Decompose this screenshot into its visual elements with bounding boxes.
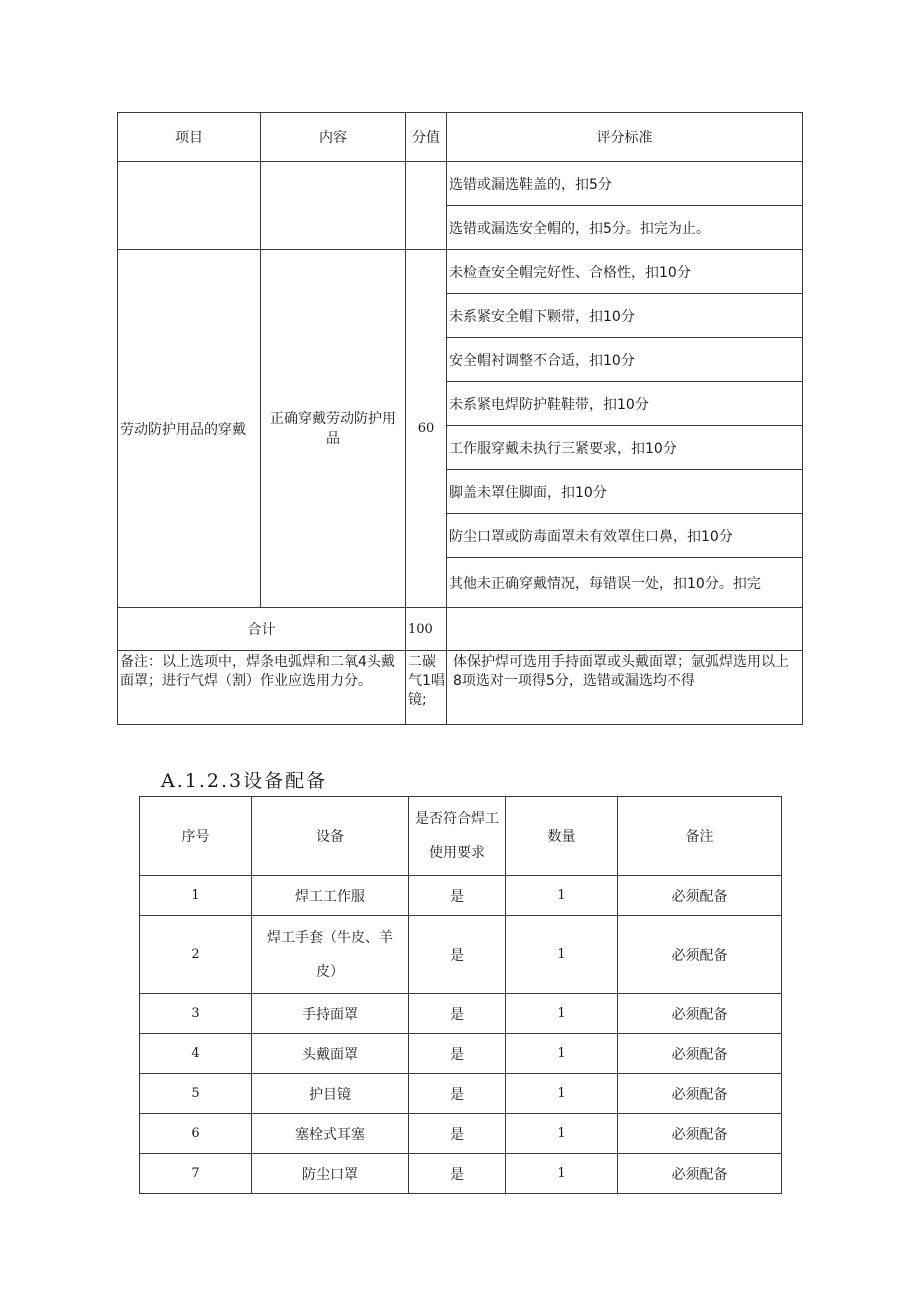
note: 必须配备 [618, 876, 782, 916]
requirement-status: 是 [409, 916, 506, 994]
criteria-cell: 选错或漏选鞋盖的，扣5分 [447, 162, 803, 206]
score-cell: 60 [406, 250, 447, 608]
device-name: 护目镜 [252, 1074, 409, 1114]
device-name: 防尘口罩 [252, 1154, 409, 1194]
table-row [140, 1154, 782, 1194]
equipment-rows [140, 876, 782, 1194]
requirement-status: 是 [409, 1114, 506, 1154]
device-name: 手持面罩 [252, 994, 409, 1034]
criteria-cell: 选错或漏选安全帽的，扣5分。扣完为止。 [447, 206, 803, 250]
row-number: 4 [140, 1034, 252, 1074]
header-content: 内容 [261, 113, 406, 162]
equipment-table [139, 796, 782, 1194]
total-row [118, 608, 803, 651]
table-row [140, 916, 782, 994]
remark-middle: 二碳气1唱镜; [406, 651, 447, 725]
header-criteria: 评分标准 [447, 113, 803, 162]
table-row [140, 1074, 782, 1114]
header-note: 备注 [618, 797, 782, 876]
quantity: 1 [506, 876, 618, 916]
criteria-cell: 工作服穿戴未执行三紧要求，扣10分 [447, 426, 803, 470]
quantity: 1 [506, 1154, 618, 1194]
section-title: A.1.2.3设备配备 [161, 770, 328, 792]
note: 必须配备 [618, 916, 782, 994]
row-number: 5 [140, 1074, 252, 1114]
content-cell: 正确穿戴劳动防护用品 [261, 250, 406, 608]
header-no: 序号 [140, 797, 252, 876]
note: 必须配备 [618, 1074, 782, 1114]
device-name: 塞栓式耳塞 [252, 1114, 409, 1154]
remark-criteria: 体保护焊可选用手持面罩或头戴面罩；氩弧焊选用以上8项选对一项得5分，选错或漏选均不得 [447, 651, 803, 725]
table-row [140, 876, 782, 916]
row-number: 7 [140, 1154, 252, 1194]
quantity: 1 [506, 1034, 618, 1074]
criteria-cell: 安全帽衬调整不合适，扣10分 [447, 338, 803, 382]
header-item: 项目 [118, 113, 261, 162]
header-device: 设备 [252, 797, 409, 876]
row-number: 6 [140, 1114, 252, 1154]
row-number: 3 [140, 994, 252, 1034]
table-row [140, 994, 782, 1034]
remark-row [118, 651, 803, 725]
note: 必须配备 [618, 1114, 782, 1154]
note: 必须配备 [618, 1034, 782, 1074]
criteria-cell: 未检查安全帽完好性、合格性，扣10分 [447, 250, 803, 294]
requirement-status: 是 [409, 1034, 506, 1074]
table-header-row [140, 797, 782, 876]
header-requirement: 是否符合焊工使用要求 [409, 797, 506, 876]
note: 必须配备 [618, 1154, 782, 1194]
device-name: 焊工工作服 [252, 876, 409, 916]
note: 必须配备 [618, 994, 782, 1034]
total-score: 100 [406, 608, 447, 651]
table-row [118, 162, 803, 206]
quantity: 1 [506, 1074, 618, 1114]
quantity: 1 [506, 1114, 618, 1154]
criteria-cell: 防尘口罩或防毒面罩未有效罩住口鼻，扣10分 [447, 514, 803, 558]
scoring-table [117, 112, 803, 725]
criteria-cell: 其他未正确穿戴情况，每错误一处，扣10分。扣完 [447, 558, 803, 608]
requirement-status: 是 [409, 1074, 506, 1114]
quantity: 1 [506, 994, 618, 1034]
header-qty: 数量 [506, 797, 618, 876]
requirement-status: 是 [409, 876, 506, 916]
row-number: 1 [140, 876, 252, 916]
table-row [140, 1114, 782, 1154]
requirement-status: 是 [409, 994, 506, 1034]
item-cell: 劳动防护用品的穿戴 [118, 250, 261, 608]
table-row [140, 1034, 782, 1074]
header-score: 分值 [406, 113, 447, 162]
requirement-status: 是 [409, 1154, 506, 1194]
total-label: 合计 [118, 608, 406, 651]
row-number: 2 [140, 916, 252, 994]
table-header-row [118, 113, 803, 162]
device-name: 焊工手套（牛皮、羊皮） [252, 916, 409, 994]
criteria-cell: 未系紧安全帽下颗带，扣10分 [447, 294, 803, 338]
criteria-cell: 脚盖未罩住脚面，扣10分 [447, 470, 803, 514]
remark-text: 备注：以上选项中，焊条电弧焊和二氧4头戴面罩；进行气焊（割）作业应选用力分。 [118, 651, 406, 725]
quantity: 1 [506, 916, 618, 994]
criteria-cell: 未系紧电焊防护鞋鞋带，扣10分 [447, 382, 803, 426]
device-name: 头戴面罩 [252, 1034, 409, 1074]
table-row [118, 250, 803, 294]
